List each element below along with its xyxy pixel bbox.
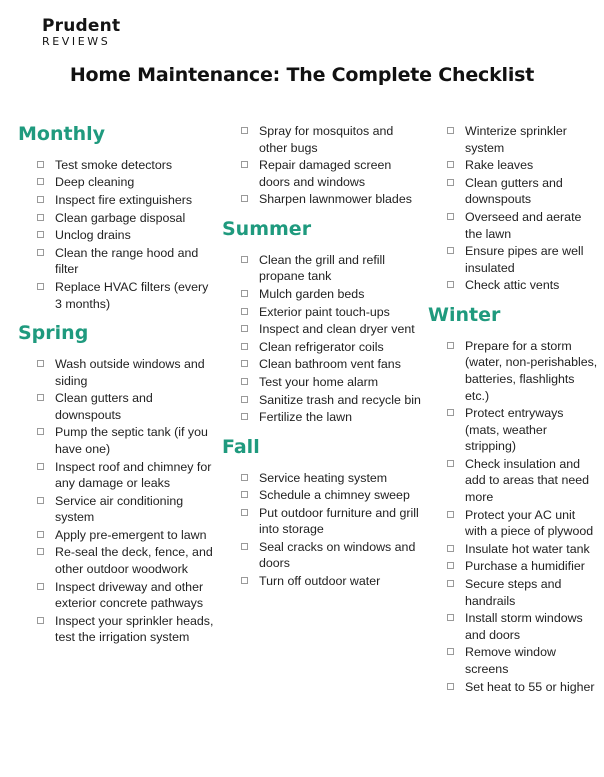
checklist-item-label: Clean garbage disposal [55, 210, 186, 225]
checklist-item-label: Replace HVAC filters (every 3 months) [55, 279, 209, 311]
checklist-item [428, 456, 600, 506]
checklist-item [18, 527, 218, 544]
checklist-item [18, 459, 218, 492]
section-heading-summer: Summer [222, 217, 312, 240]
logo-wordmark-bottom: REVIEWS [42, 35, 111, 48]
checkbox-icon [447, 247, 454, 254]
checkbox-icon [37, 214, 44, 221]
checklist-item-label: Seal cracks on windows and doors [259, 539, 416, 571]
section-heading-spring: Spring [18, 322, 89, 345]
checklist-item [428, 644, 600, 677]
checklist-item [18, 613, 218, 646]
checklist-item-label: Service heating system [259, 470, 388, 485]
checkbox-icon [241, 308, 248, 315]
checkbox-icon [447, 460, 454, 467]
checklist-item [222, 356, 422, 373]
checklist-item-label: Inspect fire extinguishers [55, 192, 193, 207]
checklist-item [222, 409, 422, 426]
checklist-item [18, 245, 218, 278]
checklist-item [428, 209, 600, 242]
checklist-item-label: Rake leaves [465, 158, 534, 173]
checklist-item [428, 157, 600, 174]
checklist-item-label: Secure steps and handrails [465, 577, 562, 608]
checkbox-icon [241, 127, 248, 134]
checklist-item-label: Check attic vents [465, 278, 560, 293]
checkbox-icon [37, 360, 44, 367]
checkbox-icon [37, 583, 44, 590]
checkbox-icon [447, 409, 454, 416]
checkbox-icon [37, 463, 44, 470]
checkbox-icon [447, 683, 454, 690]
checklist-monthly [18, 157, 218, 312]
checkbox-icon [241, 396, 248, 403]
checklist-item-label: Put outdoor furniture and grill into storage [259, 505, 419, 537]
checkbox-icon [241, 474, 248, 481]
checkbox-icon [447, 281, 454, 288]
checklist-item-label: Ensure pipes are well insulated [465, 244, 584, 275]
checklist-fall [222, 470, 422, 590]
checklist-item [428, 277, 600, 294]
checklist-item [428, 243, 600, 276]
checkbox-icon [241, 161, 248, 168]
checkbox-icon [447, 213, 454, 220]
checklist-item [428, 175, 600, 208]
checkbox-icon [241, 256, 248, 263]
checkbox-icon [241, 543, 248, 550]
checklist-item-label: Deep cleaning [55, 175, 135, 190]
checkbox-icon [447, 614, 454, 621]
checklist-item [18, 210, 218, 227]
page-title: Home Maintenance: The Complete Checklist [69, 64, 535, 86]
checklist-item-label: Purchase a humidifier [465, 559, 585, 574]
checklist-item [18, 192, 218, 209]
checklist-item [18, 227, 218, 244]
checklist-item-label: Protect entryways (mats, weather stripping) [465, 406, 564, 454]
checklist-item-label: Exterior paint touch-ups [259, 304, 390, 319]
checklist-item-label: Clean the grill and refill propane tank [259, 252, 386, 284]
checkbox-icon [241, 378, 248, 385]
checklist-item [222, 321, 422, 338]
checklist-item [18, 493, 218, 526]
checklist-item-label: Protect your AC unit with a piece of plywood [465, 507, 594, 539]
checklist-item-label: Re-seal the deck, fence, and other outdoor woodwork [55, 545, 213, 577]
checklist-item [18, 390, 218, 423]
checkbox-icon [447, 545, 454, 552]
checklist-item [428, 558, 600, 575]
checklist-item-label: Schedule a chimney sweep [259, 488, 410, 503]
column-2 [222, 123, 422, 600]
checklist-spring [18, 356, 218, 646]
checklist-item-label: Clean gutters and downspouts [465, 175, 563, 207]
checklist-item-label: Overseed and aerate the lawn [465, 209, 582, 241]
checklist-item-label: Repair damaged screen doors and windows [259, 158, 392, 189]
checkbox-icon [241, 360, 248, 367]
checklist-item-label: Inspect and clean dryer vent [259, 322, 415, 337]
checkbox-icon [447, 562, 454, 569]
checklist-item [428, 507, 600, 540]
checkbox-icon [241, 491, 248, 498]
checklist-item-label: Unclog drains [55, 228, 131, 243]
checklist-item [222, 487, 422, 504]
checklist-item-label: Apply pre-emergent to lawn [55, 527, 207, 542]
logo-wordmark-top: Prudent [42, 16, 121, 36]
section-heading-fall: Fall [222, 435, 260, 458]
column-3 [428, 123, 600, 705]
checklist-item-label: Clean bathroom vent fans [259, 357, 401, 372]
checklist-item [222, 339, 422, 356]
column-1 [18, 123, 218, 656]
checklist-item [428, 541, 600, 558]
checkbox-icon [241, 577, 248, 584]
checklist-item-label: Remove window screens [465, 645, 556, 677]
checklist-item [222, 304, 422, 321]
checklist-item-label: Wash outside windows and siding [55, 356, 205, 388]
checklist-item [428, 679, 600, 696]
checklist-item [18, 356, 218, 389]
checkbox-icon [447, 179, 454, 186]
checklist-item [222, 191, 422, 208]
checklist-item [222, 252, 422, 285]
checklist-item-label: Mulch garden beds [259, 286, 365, 301]
section-heading-winter: Winter [428, 303, 501, 326]
checklist-item-label: Test your home alarm [259, 374, 379, 389]
checkbox-icon [447, 127, 454, 134]
checklist-item [222, 470, 422, 487]
checklist-item-label: Inspect roof and chimney for any damage or leaks [55, 459, 212, 491]
checkbox-icon [37, 617, 44, 624]
checklist-item-label: Clean refrigerator coils [259, 339, 384, 354]
checkbox-icon [37, 531, 44, 538]
checkbox-icon [37, 231, 44, 238]
checklist-item [18, 579, 218, 612]
checklist-item-label: Turn off outdoor water [259, 574, 381, 589]
checklist-item-label: Inspect driveway and other exterior concrete pathways [55, 579, 204, 611]
checkbox-icon [37, 548, 44, 555]
checklist-item [222, 374, 422, 391]
section-heading-monthly: Monthly [18, 123, 105, 145]
checklist-item [222, 505, 422, 538]
checklist-item [222, 573, 422, 590]
checkbox-icon [37, 497, 44, 504]
checklist-item-label: Fertilize the lawn [259, 410, 352, 425]
checklist-item [18, 424, 218, 457]
checklist-item [18, 279, 218, 312]
checklist-item [428, 405, 600, 455]
checklist-item [428, 338, 600, 404]
checklist-item-label: Spray for mosquitos and other bugs [259, 124, 394, 155]
checklist-item-label: Test smoke detectors [55, 157, 173, 172]
checkbox-icon [241, 325, 248, 332]
checklist-summer [222, 252, 422, 426]
checklist-item [428, 123, 600, 156]
checklist-spring-continued [222, 123, 422, 208]
checklist-item-label: Set heat to 55 or higher [465, 679, 595, 694]
checkbox-icon [241, 195, 248, 202]
checklist-item-label: Pump the septic tank (if you have one) [55, 425, 208, 456]
checklist-item [222, 392, 422, 409]
checklist-item [222, 157, 422, 190]
checkbox-icon [37, 394, 44, 401]
checkbox-icon [447, 648, 454, 655]
checklist-item-label: Service air conditioning system [55, 493, 184, 525]
checklist-item-label: Winterize sprinkler system [465, 124, 567, 155]
checklist-item [428, 610, 600, 643]
checkbox-icon [37, 178, 44, 185]
checklist-item [18, 544, 218, 577]
prudent-reviews-logo [42, 18, 120, 47]
checkbox-icon [241, 343, 248, 350]
checkbox-icon [37, 249, 44, 256]
checklist-winter [428, 338, 600, 695]
checklist-item-label: Clean the range hood and filter [55, 245, 199, 277]
checkbox-icon [37, 428, 44, 435]
checklist-item-label: Insulate hot water tank [465, 541, 590, 556]
checklist-item-label: Inspect your sprinkler heads, test the irrigation system [55, 613, 214, 645]
checklist-item-label: Sanitize trash and recycle bin [259, 392, 421, 407]
checklist-item-label: Install storm windows and doors [465, 611, 583, 642]
checkbox-icon [447, 511, 454, 518]
checklist-item [222, 286, 422, 303]
checkbox-icon [241, 413, 248, 420]
checklist-item-label: Prepare for a storm (water, non-perishables, batteries, flashlights etc.) [465, 338, 598, 403]
checkbox-icon [241, 290, 248, 297]
checkbox-icon [447, 161, 454, 168]
checklist-item [222, 539, 422, 572]
checklist-item-label: Clean gutters and downspouts [55, 391, 153, 422]
checkbox-icon [241, 509, 248, 516]
checklist-item [18, 174, 218, 191]
checkbox-icon [447, 580, 454, 587]
checkbox-icon [447, 342, 454, 349]
checkbox-icon [37, 196, 44, 203]
checklist-fall-continued [428, 123, 600, 294]
checklist-item-label: Check insulation and add to areas that need more [465, 456, 590, 505]
checklist-item [18, 157, 218, 174]
checklist-item [222, 123, 422, 156]
checklist-item [428, 576, 600, 609]
checkbox-icon [37, 283, 44, 290]
checkbox-icon [37, 161, 44, 168]
checklist-item-label: Sharpen lawnmower blades [259, 192, 412, 207]
